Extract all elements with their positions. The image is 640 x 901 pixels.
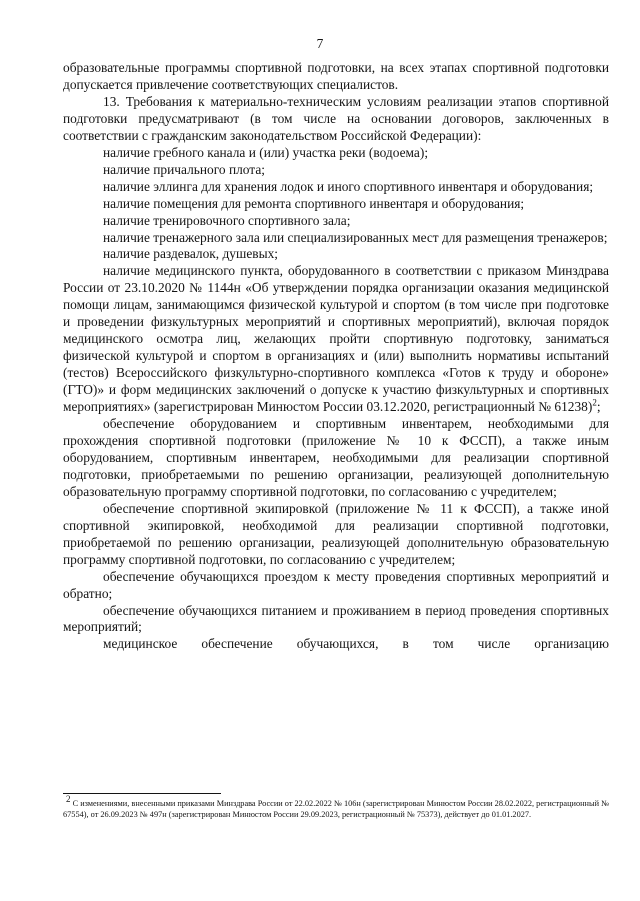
list-item: обеспечение оборудованием и спортивным инвентарем, необходимыми для прохождения спортивной подготовки (приложение № 10 к ФССП), а также иным оборудованием, спортивным инвентарем, необходимыми для реализации спортивной подготовки, приобретаемыми по решению организации, реализующей дополнительную образовательную программу спортивной подготовки, по согласованию с учредителем;	[63, 416, 609, 499]
list-item: наличие помещения для ремонта спортивного инвентаря и оборудования;	[103, 195, 525, 211]
list-item: обеспечение обучающихся проездом к месту проведения спортивных мероприятий и обратно;	[63, 568, 609, 601]
footnote-separator	[63, 793, 221, 794]
list-item: наличие эллинга для хранения лодок и иного спортивного инвентаря и оборудования;	[103, 178, 594, 194]
list-item: медицинское обеспечение обучающихся, в том числе организацию	[103, 636, 609, 652]
footnote-reference: 2	[592, 397, 597, 408]
paragraph: 13. Требования к материально-техническим условиям реализации этапов спортивной подготовки предусматривают (в том числе на основании договоров, заключенных в соответствии с гражданским законодательством Российской Федерации):	[63, 93, 609, 143]
list-item: наличие раздевалок, душевых;	[103, 246, 278, 262]
list-item: наличие тренировочного спортивного зала;	[103, 212, 351, 228]
list-item: наличие медицинского пункта, оборудованного в соответствии с приказом Минздрава России от 23.10.2020 № 1144н «Об утверждении порядка организации оказания медицинской помощи лицам, занимающимся физической культурой и спортом (в том числе при подготовке и проведении физкультурных мероприятий и спортивных мероприятий), включая порядок медицинского осмотра лиц, желающих пройти спортивную подготовку, заниматься физической культурой и спортом в организациях и (или) выполнить нормативы испытаний (тестов) Всероссийского физкультурно-спортивного комплекса «Готов к труду и обороне» (ГТО)» и форм медицинских заключений о допуске к участию физкультурных и спортивных мероприятиях» (зарегистрирован Минюстом России 03.12.2020, регистрационный № 61238)$^2$;	[63, 263, 609, 415]
footnote	[63, 794, 610, 821]
footnote-text: С изменениями, внесенными приказами Минздрава России от 22.02.2022 № 106н (зарегистрирован Минюстом России 28.02.2022, регистрационный № 67554), от 26.09.2023 № 497н (зарегистрирован Минюстом России 29.09.2023, регистрационный № 75373), действует до 01.01.2027.	[63, 799, 610, 820]
footnote-marker: 2	[66, 794, 71, 805]
body-text	[63, 60, 609, 653]
page-number: 7	[316, 36, 324, 51]
list-item: обеспечение обучающихся питанием и проживанием в период проведения спортивных мероприятий;	[63, 602, 609, 635]
list-item: наличие тренажерного зала или специализированных мест для размещения тренажеров;	[103, 229, 608, 245]
list-item: обеспечение спортивной экипировкой (приложение № 11 к ФССП), а также иной спортивной экипировкой, необходимой для реализации спортивной подготовки, приобретаемой по решению организации, реализующей дополнительную образовательную программу спортивной подготовки, по согласованию с учредителем;	[63, 500, 609, 567]
list-item: наличие причального плота;	[103, 161, 265, 177]
list-item: наличие гребного канала и (или) участка реки (водоема);	[103, 144, 429, 160]
paragraph: образовательные программы спортивной подготовки, на всех этапах спортивной подготовки допускается привлечение соответствующих специалистов.	[63, 60, 609, 92]
